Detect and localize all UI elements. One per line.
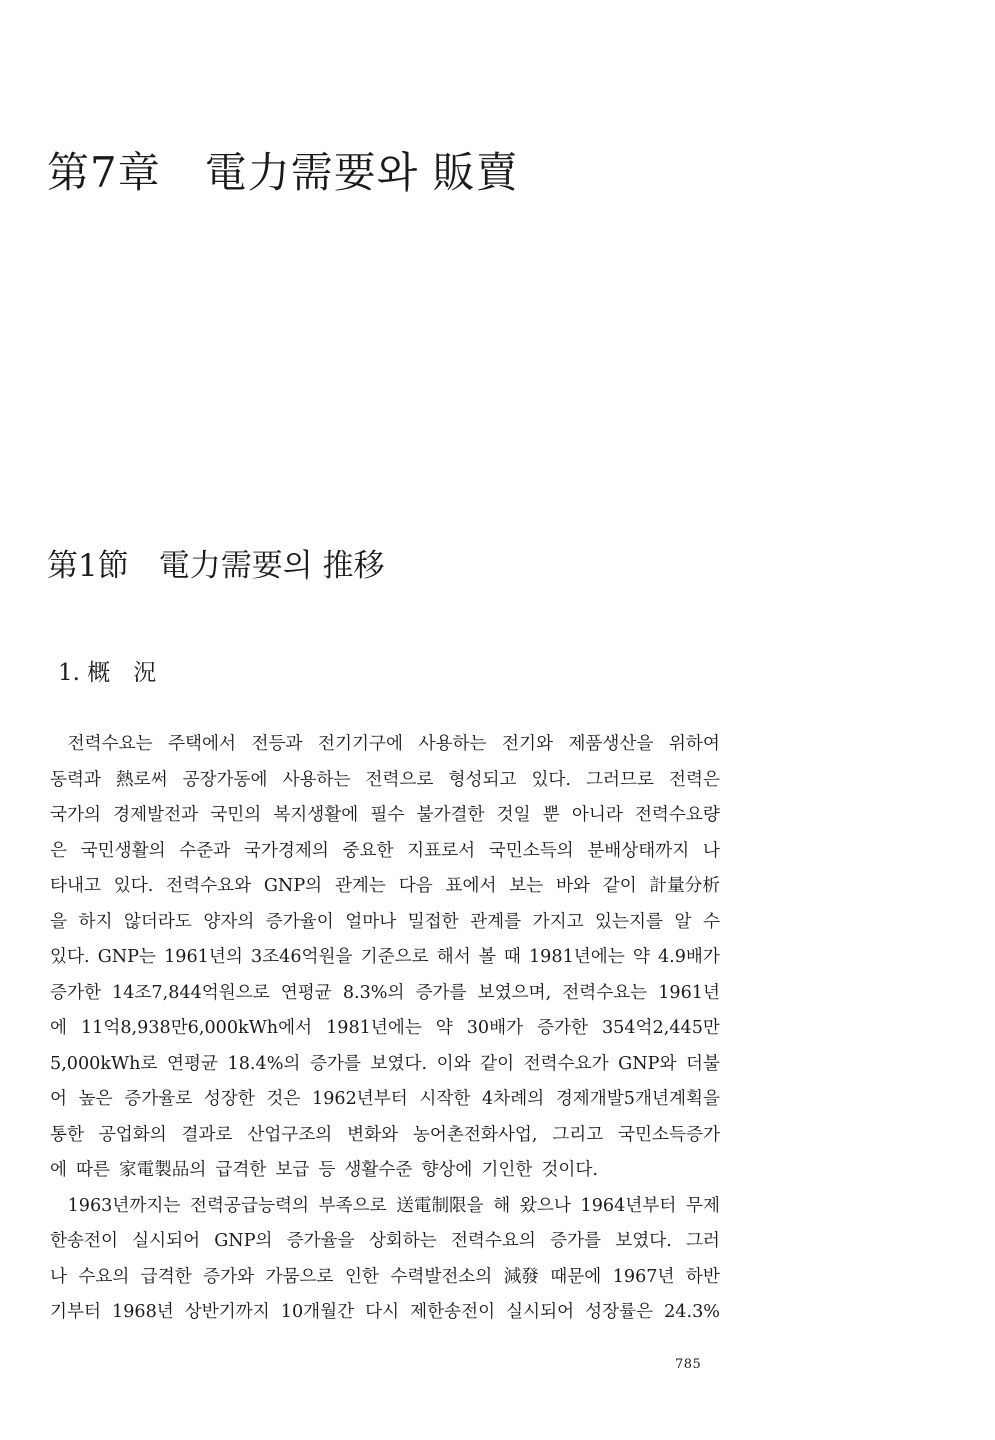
page-number: 785 [675,1357,702,1372]
chapter-title-text: 電力需要와 販賣 [204,148,519,197]
chapter-number: 第7章 [47,148,161,197]
paragraph-1-line: 통한 공업화의 결과로 산업구조의 변화와 농어촌전화사업, 그리고 국민소득증가 [50,1124,720,1145]
body-text [50,727,720,1331]
paragraph-2-line: 한송전이 실시되어 GNP의 증가율을 상회하는 전력수요의 증가를 보였다. 그러 [50,1231,720,1251]
section-title [47,540,385,585]
paragraph-1-line: 5,000kWh로 연평균 18.4%의 증가를 보였다. 이와 같이 전력수요가 GNP와 더불 [50,1053,720,1074]
paragraph-1-line: 국가의 경제발전과 국민의 복지생활에 필수 불가결한 것일 뿐 아니라 전력수요량 [50,805,720,825]
paragraph-1-line: 타내고 있다. 전력수요와 GNP의 관계는 다음 표에서 보는 바와 같이 計量分析 [50,876,720,896]
section-number: 第1節 [47,548,129,584]
section-title-text: 電力需要의 推移 [158,548,385,584]
paragraph-1-line: 을 하지 않더라도 양자의 증가율이 얼마나 밀접한 관계를 가지고 있는지를 알 수 [50,911,720,932]
paragraph-1-line: 은 국민생활의 수준과 국가경제의 중요한 지표로서 국민소득의 분배상태까지 나 [50,840,720,861]
paragraph-1-line: 동력과 熱로써 공장가동에 사용하는 전력으로 형성되고 있다. 그러므로 전력은 [50,769,720,790]
paragraph-2-line: 기부터 1968년 상반기까지 10개월간 다시 제한송전이 실시되어 성장률은 24.3% [50,1302,720,1322]
subsection-number: 1. [58,660,80,686]
paragraph-1-line: 에 11억8,938만6,000kWh에서 1981년에는 약 30배가 증가한 354억2,445만 [50,1018,720,1038]
paragraph-1-line: 전력수요는 주택에서 전등과 전기기구에 사용하는 전기와 제품생산을 위하여 [50,734,720,754]
paragraph-2-line: 나 수요의 급격한 증가와 가뭄으로 인한 수력발전소의 減發 때문에 1967년 하반 [50,1266,720,1287]
paragraph-1-line: 어 높은 증가율로 성장한 것은 1962년부터 시작한 4차례의 경제개발5개년계획을 [50,1089,720,1109]
subsection-title-text: 概 況 [87,660,157,686]
subsection-title [58,654,156,687]
paragraph-2-line: 1963년까지는 전력공급능력의 부족으로 送電制限을 해 왔으나 1964년부터 무제 [50,1195,720,1216]
chapter-title [47,140,519,200]
paragraph-1-line: 있다. GNP는 1961년의 3조46억원을 기준으로 해서 볼 때 1981년에는 약 4.9배가 [50,947,720,967]
paragraph-1-line: 에 따른 家電製品의 급격한 보급 등 생활수준 향상에 기인한 것이다. [50,1160,598,1180]
paragraph-1-line: 증가한 14조7,844억원으로 연평균 8.3%의 증가를 보였으며, 전력수요는 1961년 [50,982,720,1003]
